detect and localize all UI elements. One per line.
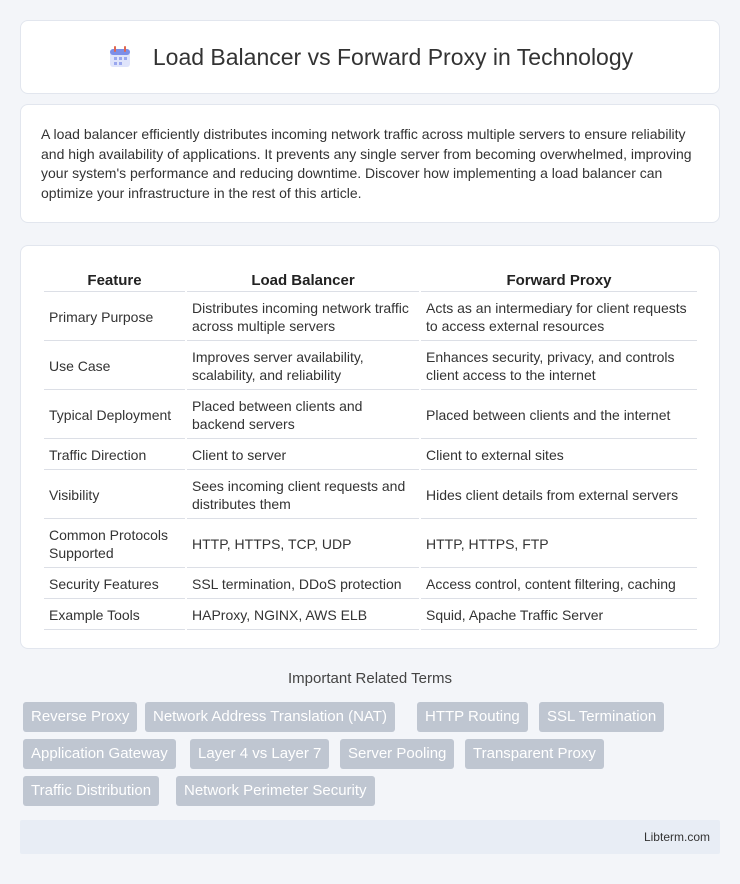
table-row bbox=[44, 441, 697, 470]
tag-http-routing[interactable]: HTTP Routing bbox=[417, 702, 528, 732]
table-cell: Client to server bbox=[187, 441, 419, 470]
table-header-row bbox=[44, 268, 697, 292]
table-cell: Distributes incoming network traffic across multiple servers bbox=[187, 294, 419, 341]
table-cell: Common Protocols Supported bbox=[44, 521, 185, 568]
tag-network-perimeter-security[interactable]: Network Perimeter Security bbox=[176, 776, 375, 806]
table-cell: Acts as an intermediary for client requests to access external resources bbox=[421, 294, 697, 341]
header-feature: Feature bbox=[44, 268, 185, 292]
table-row bbox=[44, 472, 697, 519]
table-cell: SSL termination, DDoS protection bbox=[187, 570, 419, 599]
table-cell: HTTP, HTTPS, FTP bbox=[421, 521, 697, 568]
title-card bbox=[20, 20, 720, 94]
table-cell: Hides client details from external servers bbox=[421, 472, 697, 519]
comparison-table bbox=[42, 266, 699, 632]
intro-text: A load balancer efficiently distributes incoming network traffic across multiple servers to ensure reliability and high availability of applications. It prevents any single server from becoming overwhelmed, improving your system's performance and reducing downtime. Discover how implementing a load balancer can optimize your infrastructure in the rest of this article. bbox=[41, 126, 692, 201]
table-cell: Security Features bbox=[44, 570, 185, 599]
tag-reverse-proxy[interactable]: Reverse Proxy bbox=[23, 702, 137, 732]
tag-traffic-distribution[interactable]: Traffic Distribution bbox=[23, 776, 159, 806]
table-cell: Sees incoming client requests and distributes them bbox=[187, 472, 419, 519]
table-cell: Visibility bbox=[44, 472, 185, 519]
table-row bbox=[44, 343, 697, 390]
tag-application-gateway[interactable]: Application Gateway bbox=[23, 739, 176, 769]
table-cell: Typical Deployment bbox=[44, 392, 185, 439]
table-cell: Enhances security, privacy, and controls client access to the internet bbox=[421, 343, 697, 390]
table-cell: Improves server availability, scalability, and reliability bbox=[187, 343, 419, 390]
footer bbox=[20, 820, 720, 854]
footer-site-link[interactable]: Libterm.com bbox=[643, 830, 710, 844]
table-row bbox=[44, 601, 697, 630]
tag-server-pooling[interactable]: Server Pooling bbox=[340, 739, 454, 769]
table-cell: Traffic Direction bbox=[44, 441, 185, 470]
table-cell: Squid, Apache Traffic Server bbox=[421, 601, 697, 630]
table-cell: Use Case bbox=[44, 343, 185, 390]
header-load-balancer: Load Balancer bbox=[187, 268, 419, 292]
table-row bbox=[44, 294, 697, 341]
table-cell: Example Tools bbox=[44, 601, 185, 630]
related-terms-title: Important Related Terms bbox=[288, 670, 452, 687]
intro-card bbox=[20, 104, 720, 223]
table-cell: HTTP, HTTPS, TCP, UDP bbox=[187, 521, 419, 568]
table-cell: Primary Purpose bbox=[44, 294, 185, 341]
tag-ssl-termination[interactable]: SSL Termination bbox=[539, 702, 664, 732]
table-row bbox=[44, 392, 697, 439]
comparison-table-card bbox=[20, 245, 720, 649]
header-forward-proxy: Forward Proxy bbox=[421, 268, 697, 292]
table-cell: HAProxy, NGINX, AWS ELB bbox=[187, 601, 419, 630]
table-row bbox=[44, 570, 697, 599]
table-row bbox=[44, 521, 697, 568]
table-cell: Access control, content filtering, caching bbox=[421, 570, 697, 599]
page-title: Load Balancer vs Forward Proxy in Technology bbox=[152, 43, 634, 70]
table-cell: Placed between clients and the internet bbox=[421, 392, 697, 439]
table-cell: Placed between clients and backend servers bbox=[187, 392, 419, 439]
calendar-icon bbox=[107, 44, 133, 70]
tag-nat[interactable]: Network Address Translation (NAT) bbox=[145, 702, 395, 732]
table-cell: Client to external sites bbox=[421, 441, 697, 470]
tag-transparent-proxy[interactable]: Transparent Proxy bbox=[465, 739, 604, 769]
tag-layer4-vs-layer7[interactable]: Layer 4 vs Layer 7 bbox=[190, 739, 329, 769]
